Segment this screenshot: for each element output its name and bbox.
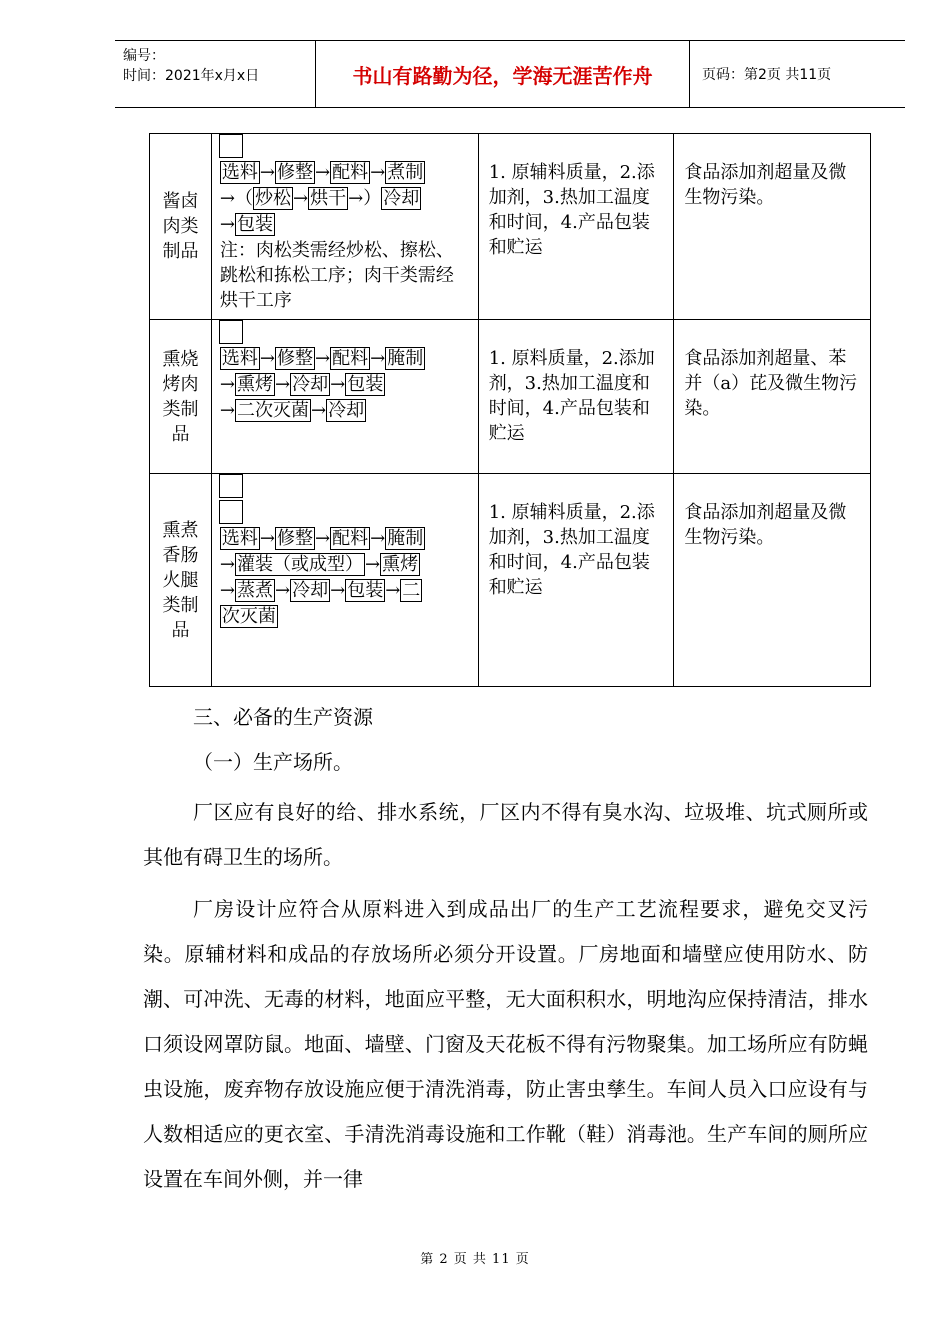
paragraph: 厂区应有良好的给、排水系统，厂区内不得有臭水沟、垃圾堆、坑式厕所或其他有碍卫生的场所。 [143,800,868,869]
key-points-cell: 1. 原辅料质量，2.添加剂，3.热加工温度和时间，4.产品包装和贮运 [478,134,674,320]
serial-label: 编号： [123,48,165,64]
step-box: 包装 [237,214,274,235]
step-box: 冷却 [292,374,329,395]
step-box: 选料 [221,348,258,369]
empty-box [219,134,243,158]
hazards-cell: 食品添加剂超量及微生物污染。 [674,134,871,320]
flow-line: →（ 炒松 → 烘干 →） 冷却 [219,188,420,209]
key-points-cell: 1. 原辅料质量，2.添加剂，3.热加工温度和时间，4.产品包装和贮运 [478,474,674,687]
step-box: 次灭菌 [221,606,276,627]
flow-line: → 熏烤 → 冷却 → 包装 [219,374,384,395]
header-motto: 书山有路勤为径，学海无涯苦作舟 [316,41,690,107]
process-table [149,133,871,687]
hazards-cell: 食品添加剂超量及微生物污染。 [674,474,871,687]
step-box: 二 [402,580,421,601]
empty-box [219,320,243,344]
step-box: 选料 [221,162,258,183]
category-cell: 熏煮 香肠 火腿 类制 品 [150,474,212,687]
flow-line: 选料 → 修整 → 配料 → 煮制 [221,162,424,183]
header-page-info: 页码：第2页 共11页 [702,67,832,83]
table-row [150,134,871,320]
flow-line [220,604,472,630]
section-heading: 三、必备的生产资源 [193,705,373,729]
step-box: 灌装（或成型） [237,554,364,575]
subsection-heading: （一）生产场所。 [193,750,353,774]
step-box: 冷却 [383,188,420,209]
step-box: 包装 [347,374,384,395]
table-row [150,474,871,687]
paragraph: 厂房设计应符合从原料进入到成品出厂的生产工艺流程要求，避免交叉污染。原辅材料和成品的存放场所必须分开设置。厂房地面和墙壁应使用防水、防潮、可冲洗、无毒的材料，地面应平整，无大面积积水，明地沟应保持清洁，排水口须设网罩防鼠。地面、墙壁、门窗及天花板不得有污物聚集。加工场所应有防蝇虫设施，废弃物存放设施应便于清洗消毒，防止害虫孳生。车间人员入口应设有与人数相适应的更衣室、手清洗消毒设施和工作靴（鞋）消毒池。生产车间的厕所应设置在车间外侧，并一律 [143,897,868,1191]
flow-cell [211,320,478,474]
header-meta [115,41,316,107]
page-footer: 第 2 页 共 11 页 [420,1252,530,1267]
flow-note: 注：肉松类需经炒松、擦松、跳松和拣松工序；肉干类需经烘干工序 [219,240,454,311]
flow-line: → 二次灭菌 → 冷却 [219,400,365,421]
step-box: 烘干 [310,188,347,209]
step-box: 选料 [221,528,258,549]
step-box: 熏烤 [382,554,419,575]
page-header [115,40,905,108]
step-box: 修整 [277,528,314,549]
flow-line: 选料 → 修整 → 配料 → 腌制 [221,528,424,549]
time-label: 时间：2021年x月x日 [123,68,260,84]
step-box: 配料 [332,162,369,183]
flow-cell [211,134,478,320]
step-box: 煮制 [387,162,424,183]
empty-box [219,474,243,498]
step-box: 二次灭菌 [237,400,310,421]
step-box: 冷却 [292,580,329,601]
flow-line: 选料 → 修整 → 配料 → 腌制 [221,348,424,369]
step-box: 修整 [277,348,314,369]
step-box: 配料 [332,348,369,369]
empty-box [219,500,243,524]
key-points-cell: 1. 原料质量，2.添加剂，3.热加工温度和时间，4.产品包装和贮运 [478,320,674,474]
step-box: 蒸煮 [237,580,274,601]
step-box: 腌制 [387,348,424,369]
step-box: 熏烤 [237,374,274,395]
step-box: 腌制 [387,528,424,549]
step-box: 冷却 [328,400,365,421]
step-box: 配料 [332,528,369,549]
category-cell: 酱卤 肉类 制品 [150,134,212,320]
table-row [150,320,871,474]
step-box: 包装 [347,580,384,601]
step-box: 炒松 [255,188,292,209]
flow-cell [211,474,478,687]
hazards-cell: 食品添加剂超量、苯并（a）芘及微生物污染。 [674,320,871,474]
flow-line: → 包装 [219,214,274,235]
flow-line: → 蒸煮 → 冷却 → 包装 → 二 [219,580,421,601]
flow-line: → 灌装（或成型） → 熏烤 [219,554,419,575]
category-cell: 熏烧 烤肉 类制 品 [150,320,212,474]
step-box: 修整 [277,162,314,183]
